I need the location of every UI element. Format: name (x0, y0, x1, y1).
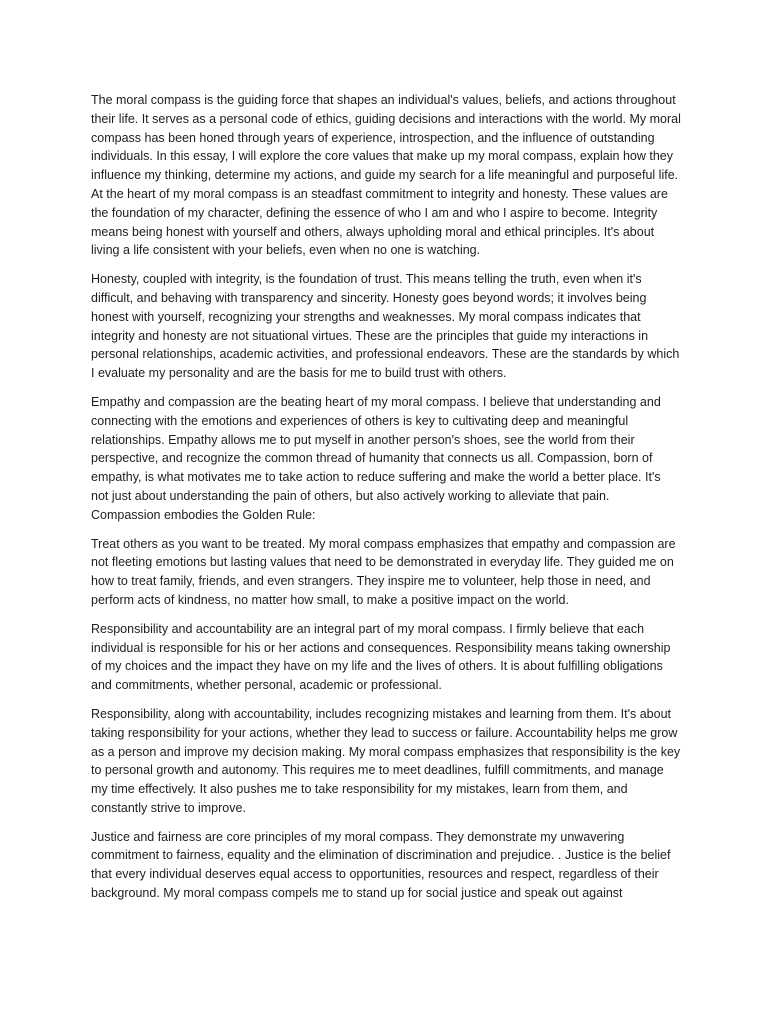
paragraph-6: Responsibility, along with accountability, includes recognizing mistakes and learning from them. It's about taking responsibility for your actions, whether they lead to success or failure. Accountability helps me grow as a person and improve my decision making. My moral compass emphasizes that responsibility is the key to personal growth and autonomy. This requires me to meet deadlines, fulfill commitments, and manage my time effectively. It also pushes me to take responsibility for my mistakes, learn from them, and constantly strive to improve. (91, 706, 681, 815)
paragraph-3: Empathy and compassion are the beating heart of my moral compass. I believe that understanding and connecting with the emotions and experiences of others is key to cultivating deep and meaningful relationships. Empathy allows me to put myself in another person's shoes, see the world from their perspective, and recognize the common thread of humanity that connects us all. Compassion, born of empathy, is what motivates me to take action to reduce suffering and make the world a better place. It's not just about understanding the pain of others, but also actively working to alleviate that pain. Compassion embodies the Golden Rule: (91, 394, 661, 522)
paragraph-5: Responsibility and accountability are an integral part of my moral compass. I firmly believe that each individual is responsible for his or her actions and consequences. Responsibility means taking ownership of my choices and the impact they have on my life and the lives of others. It is about fulfilling obligations and commitments, whether personal, academic or professional. (91, 621, 671, 693)
essay-body (91, 91, 681, 913)
paragraph-7: Justice and fairness are core principles of my moral compass. They demonstrate my unwavering commitment to fairness, equality and the elimination of discrimination and prejudice. . Justice is the belief that every individual deserves equal access to opportunities, resources and respect, regardless of their background. My moral compass compels me to stand up for social justice and speak out against (91, 829, 671, 901)
paragraph-2: Honesty, coupled with integrity, is the foundation of trust. This means telling the truth, even when it's difficult, and behaving with transparency and sincerity. Honesty goes beyond words; it involves being honest with yourself, recognizing your strengths and weaknesses. My moral compass indicates that integrity and honesty are not situational virtues. These are the principles that guide my interactions in personal relationships, academic activities, and professional endeavors. These are the standards by which I evaluate my personality and are the basis for me to build trust with others. (91, 272, 680, 381)
paragraph-1: The moral compass is the guiding force that shapes an individual's values, beliefs, and actions throughout their life. It serves as a personal code of ethics, guiding decisions and interactions with the world. My moral compass has been honed through years of experience, introspection, and the influence of outstanding individuals. In this essay, I will explore the core values that make up my moral compass, explain how they influence my thinking, determine my actions, and guide my search for a life meaningful and purposeful life. At the heart of my moral compass is an steadfast commitment to integrity and honesty. These values are the foundation of my character, defining the essence of who I am and who I aspire to become. Integrity means being honest with yourself and others, always upholding moral and ethical principles. It's about living a life consistent with your beliefs, even when no one is watching. (91, 93, 681, 258)
paragraph-4: Treat others as you want to be treated. My moral compass emphasizes that empathy and compassion are not fleeting emotions but lasting values that need to be demonstrated in everyday life. They guided me on how to treat family, friends, and even strangers. They inspire me to volunteer, help those in need, and perform acts of kindness, no matter how small, to make a positive impact on the world. (91, 536, 676, 607)
